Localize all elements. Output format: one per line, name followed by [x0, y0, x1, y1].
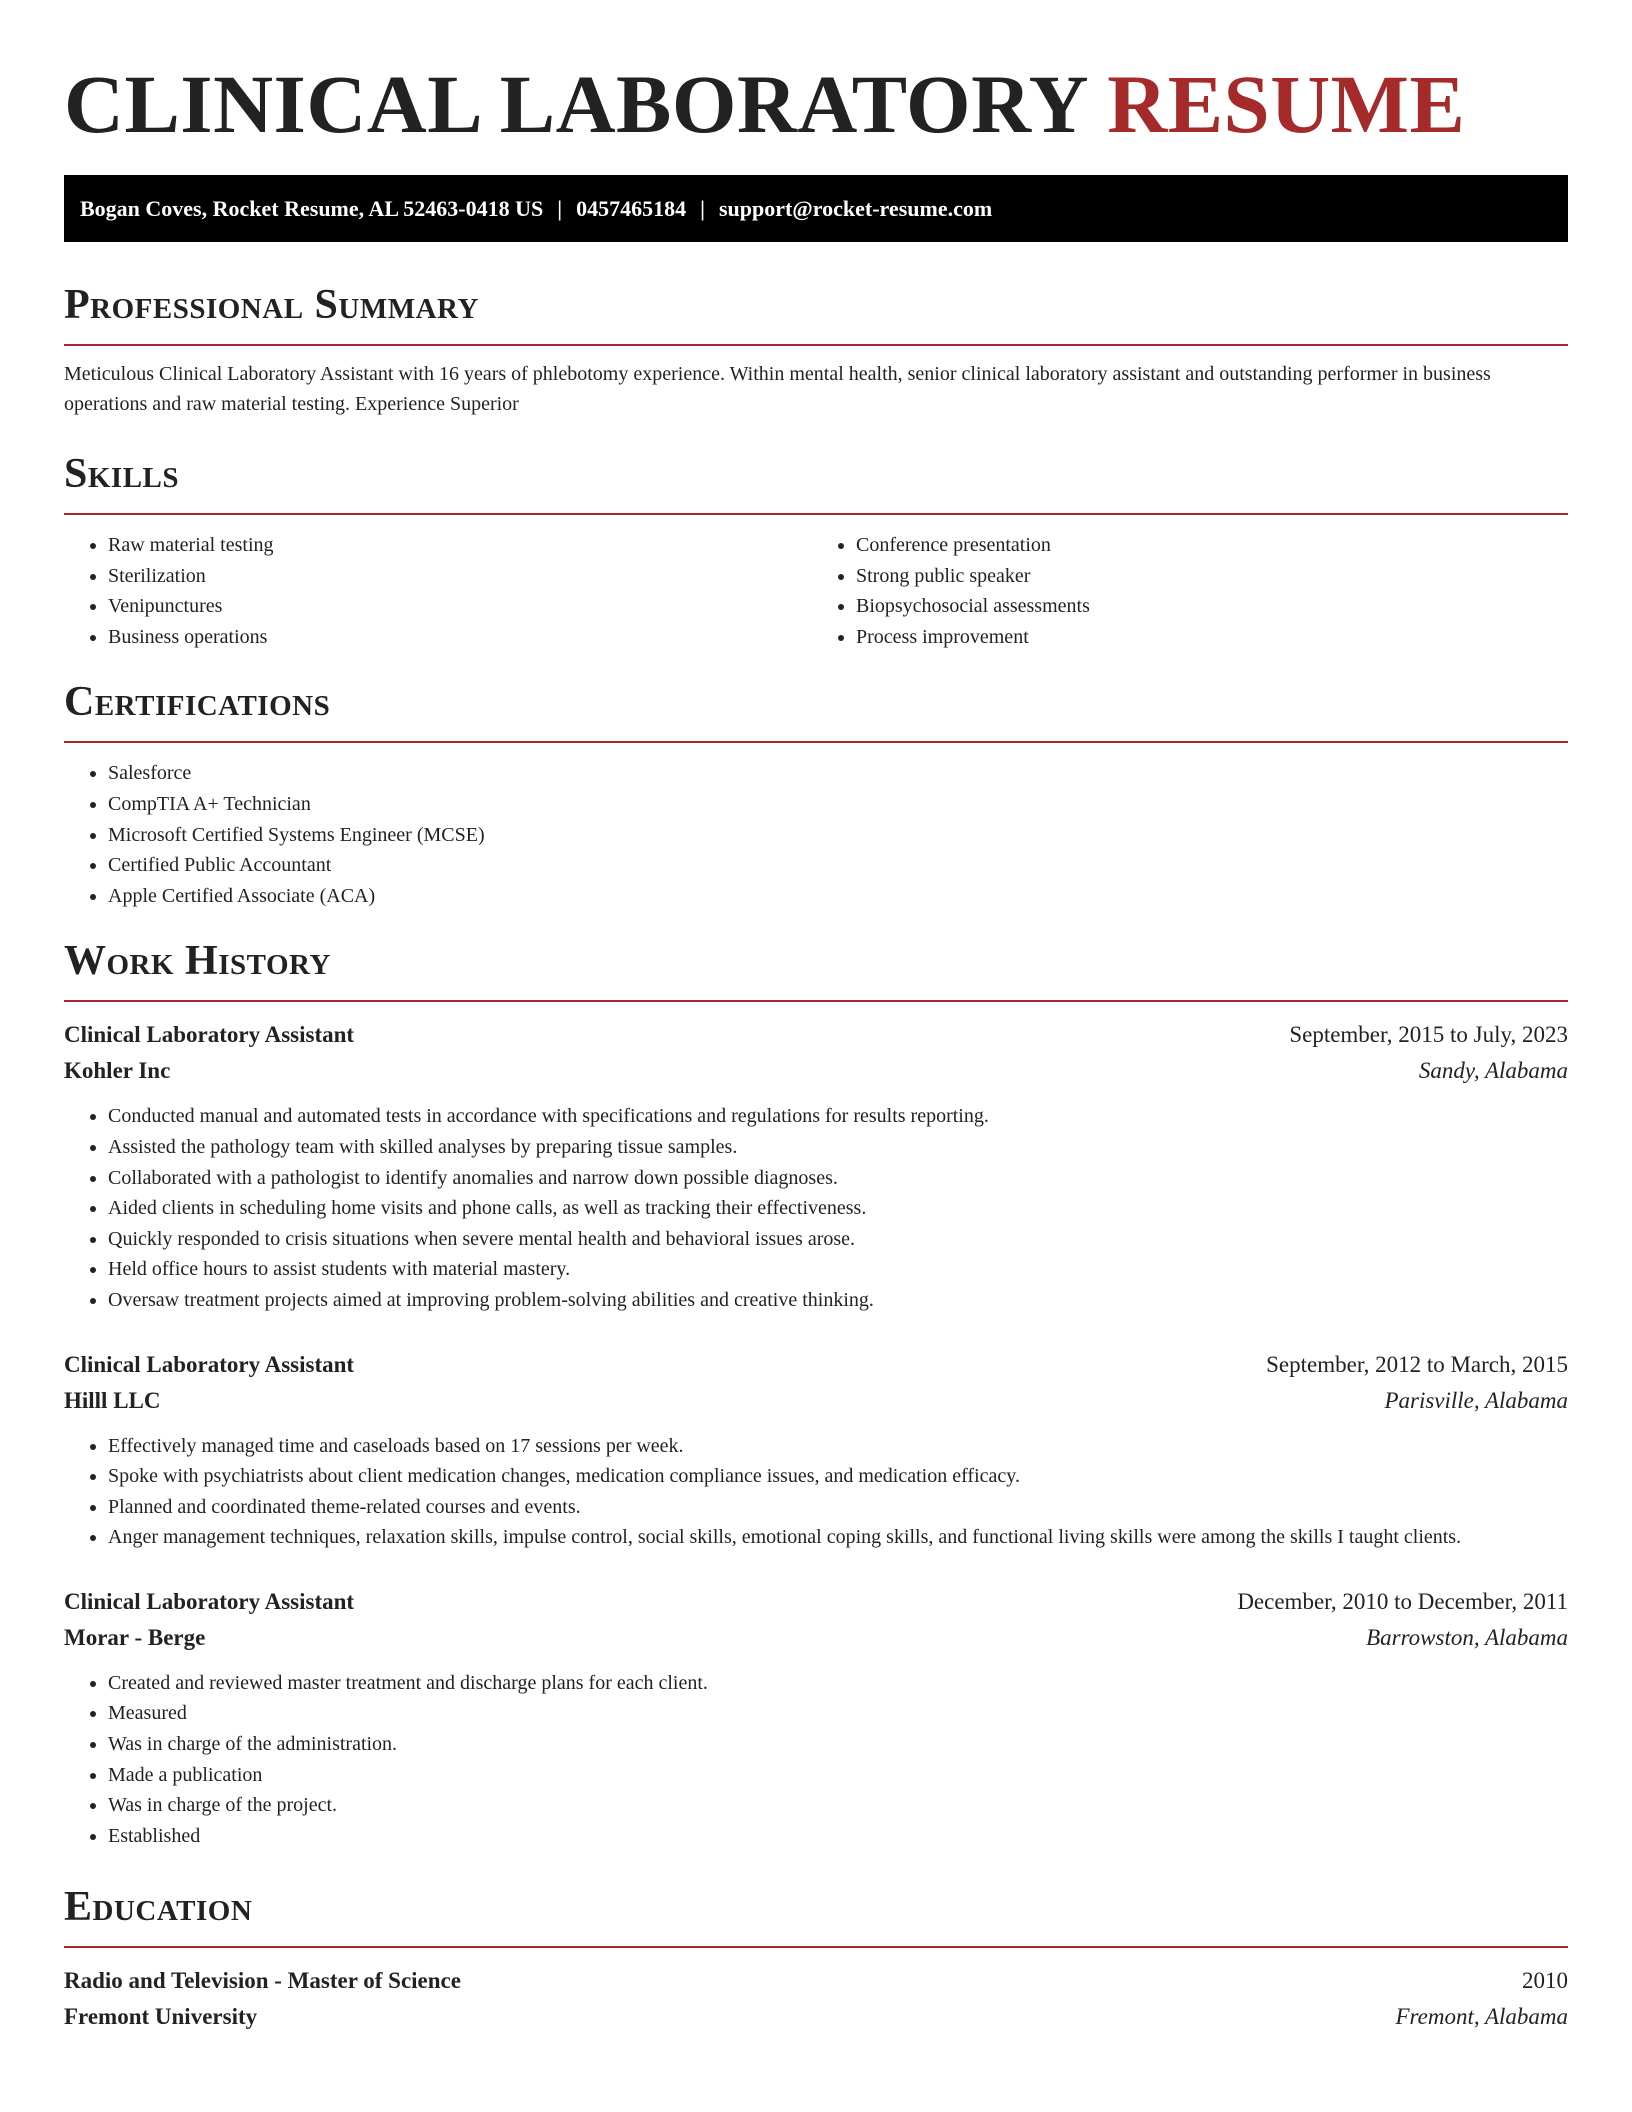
certification-item: • CompTIA A+ Technician [108, 789, 1568, 820]
job-header [64, 1017, 1568, 1053]
job-subheader [64, 1053, 1568, 1089]
section-title-work-history: Work History [64, 938, 331, 985]
skills-columns [64, 530, 1568, 652]
section-divider [64, 741, 1568, 743]
skill-item: • Sterilization [108, 561, 816, 592]
skills-section [64, 449, 1568, 652]
section-title-summary: Professional Summary [64, 282, 479, 328]
job-location: Sandy, Alabama [1418, 1058, 1568, 1084]
job-duties [64, 1431, 1568, 1553]
job-header [64, 1347, 1568, 1383]
skill-item: • Conference presentation [856, 530, 1564, 561]
section-title-education: Education [64, 1884, 253, 1931]
job-dates: September, 2015 to July, 2023 [1289, 1022, 1568, 1048]
certification-item: • Salesforce [108, 758, 1568, 789]
section-divider [64, 344, 1568, 346]
job-header [64, 1584, 1568, 1620]
job-duties [64, 1101, 1568, 1315]
job-duty-item: • Measured [108, 1698, 1568, 1729]
skill-item: • Business operations [108, 622, 816, 653]
skill-item: • Process improvement [856, 622, 1564, 653]
resume-title [64, 0, 1568, 158]
job-company: Hilll LLC [64, 1387, 161, 1413]
contact-separator: | [700, 196, 705, 221]
title-main: CLINICAL LABORATORY [64, 58, 1086, 150]
certifications-section [64, 677, 1568, 911]
summary-text: Meticulous Clinical Laboratory Assistant with 16 years of phlebotomy experience. Within mental health, senior clinical laboratory assistant and outstanding performer in business operations and raw material testing. Experience Superior [64, 363, 1491, 415]
skill-item: • Raw material testing [108, 530, 816, 561]
contact-phone[interactable]: 0457465184 [576, 196, 687, 221]
education-entry [64, 1963, 1568, 2035]
contact-bar [64, 175, 1568, 242]
summary-section [64, 280, 1568, 419]
job-duty-item: • Aided clients in scheduling home visits and phone calls, as well as tracking their effectiveness. [108, 1193, 1568, 1224]
job-duty-item: • Conducted manual and automated tests in accordance with specifications and regulations for results reporting. [108, 1101, 1568, 1132]
job-duty-item: • Was in charge of the project. [108, 1790, 1568, 1821]
job-location: Parisville, Alabama [1384, 1387, 1568, 1413]
job-duty-item: • Planned and coordinated theme-related courses and events. [108, 1492, 1568, 1523]
certification-item: • Apple Certified Associate (ACA) [108, 881, 1568, 912]
skill-item: • Biopsychosocial assessments [856, 591, 1564, 622]
work-history-section [64, 936, 1568, 1851]
education-header [64, 1963, 1568, 1999]
job-duty-item: • Created and reviewed master treatment and discharge plans for each client. [108, 1668, 1568, 1699]
job-company: Morar - Berge [64, 1624, 206, 1650]
certification-item: • Certified Public Accountant [108, 850, 1568, 881]
contact-email[interactable]: support@rocket-resume.com [718, 196, 993, 221]
job-duty-item: • Collaborated with a pathologist to identify anomalies and narrow down possible diagnoses. [108, 1163, 1568, 1194]
job-entry [64, 1017, 1568, 1315]
job-duty-item: • Anger management techniques, relaxation skills, impulse control, social skills, emotional coping skills, and functional living skills were among the skills I taught clients. [108, 1522, 1568, 1553]
job-duty-item: • Effectively managed time and caseloads based on 17 sessions per week. [108, 1431, 1568, 1462]
job-duties [64, 1668, 1568, 1852]
education-location: Fremont, Alabama [1395, 2004, 1568, 2030]
job-company: Kohler Inc [64, 1058, 171, 1084]
education-degree: Radio and Television - Master of Science [64, 1968, 461, 1994]
job-subheader [64, 1620, 1568, 1656]
title-accent: RESUME [1107, 58, 1466, 150]
skill-item: • Strong public speaker [856, 561, 1564, 592]
section-title-certifications: Certifications [64, 679, 331, 726]
job-subheader [64, 1383, 1568, 1419]
job-entry [64, 1584, 1568, 1852]
education-section [64, 1882, 1568, 2035]
job-duty-item: • Made a publication [108, 1760, 1568, 1791]
certifications-list [64, 758, 1568, 911]
skills-list-left [64, 530, 816, 652]
certification-item: • Microsoft Certified Systems Engineer (MCSE) [108, 820, 1568, 851]
section-divider [64, 1946, 1568, 1948]
skills-list-right [812, 530, 1564, 652]
education-school: Fremont University [64, 2004, 258, 2030]
contact-separator: | [557, 196, 563, 221]
job-duty-item: • Held office hours to assist students with material mastery. [108, 1254, 1568, 1285]
job-duty-item: • Established [108, 1821, 1568, 1852]
job-role: Clinical Laboratory Assistant [64, 1588, 355, 1614]
job-role: Clinical Laboratory Assistant [64, 1022, 355, 1048]
job-location: Barrowston, Alabama [1366, 1624, 1568, 1650]
job-entry [64, 1347, 1568, 1553]
job-duty-item: • Assisted the pathology team with skilled analyses by preparing tissue samples. [108, 1132, 1568, 1163]
section-divider [64, 513, 1568, 515]
job-duty-item: • Spoke with psychiatrists about client medication changes, medication compliance issues, and medication efficacy. [108, 1461, 1568, 1492]
education-subheader [64, 1999, 1568, 2035]
job-role: Clinical Laboratory Assistant [64, 1351, 355, 1377]
section-title-skills: Skills [64, 451, 180, 497]
section-divider [64, 1000, 1568, 1002]
job-dates: December, 2010 to December, 2011 [1237, 1588, 1568, 1614]
education-year: 2010 [1522, 1968, 1568, 1994]
skill-item: • Venipunctures [108, 591, 816, 622]
job-dates: September, 2012 to March, 2015 [1266, 1351, 1568, 1377]
job-duty-item: • Quickly responded to crisis situations when severe mental health and behavioral issues arose. [108, 1224, 1568, 1255]
contact-address: Bogan Coves, Rocket Resume, AL 52463-0418 US [80, 196, 544, 221]
job-duty-item: • Oversaw treatment projects aimed at improving problem-solving abilities and creative thinking. [108, 1285, 1568, 1316]
job-duty-item: • Was in charge of the administration. [108, 1729, 1568, 1760]
